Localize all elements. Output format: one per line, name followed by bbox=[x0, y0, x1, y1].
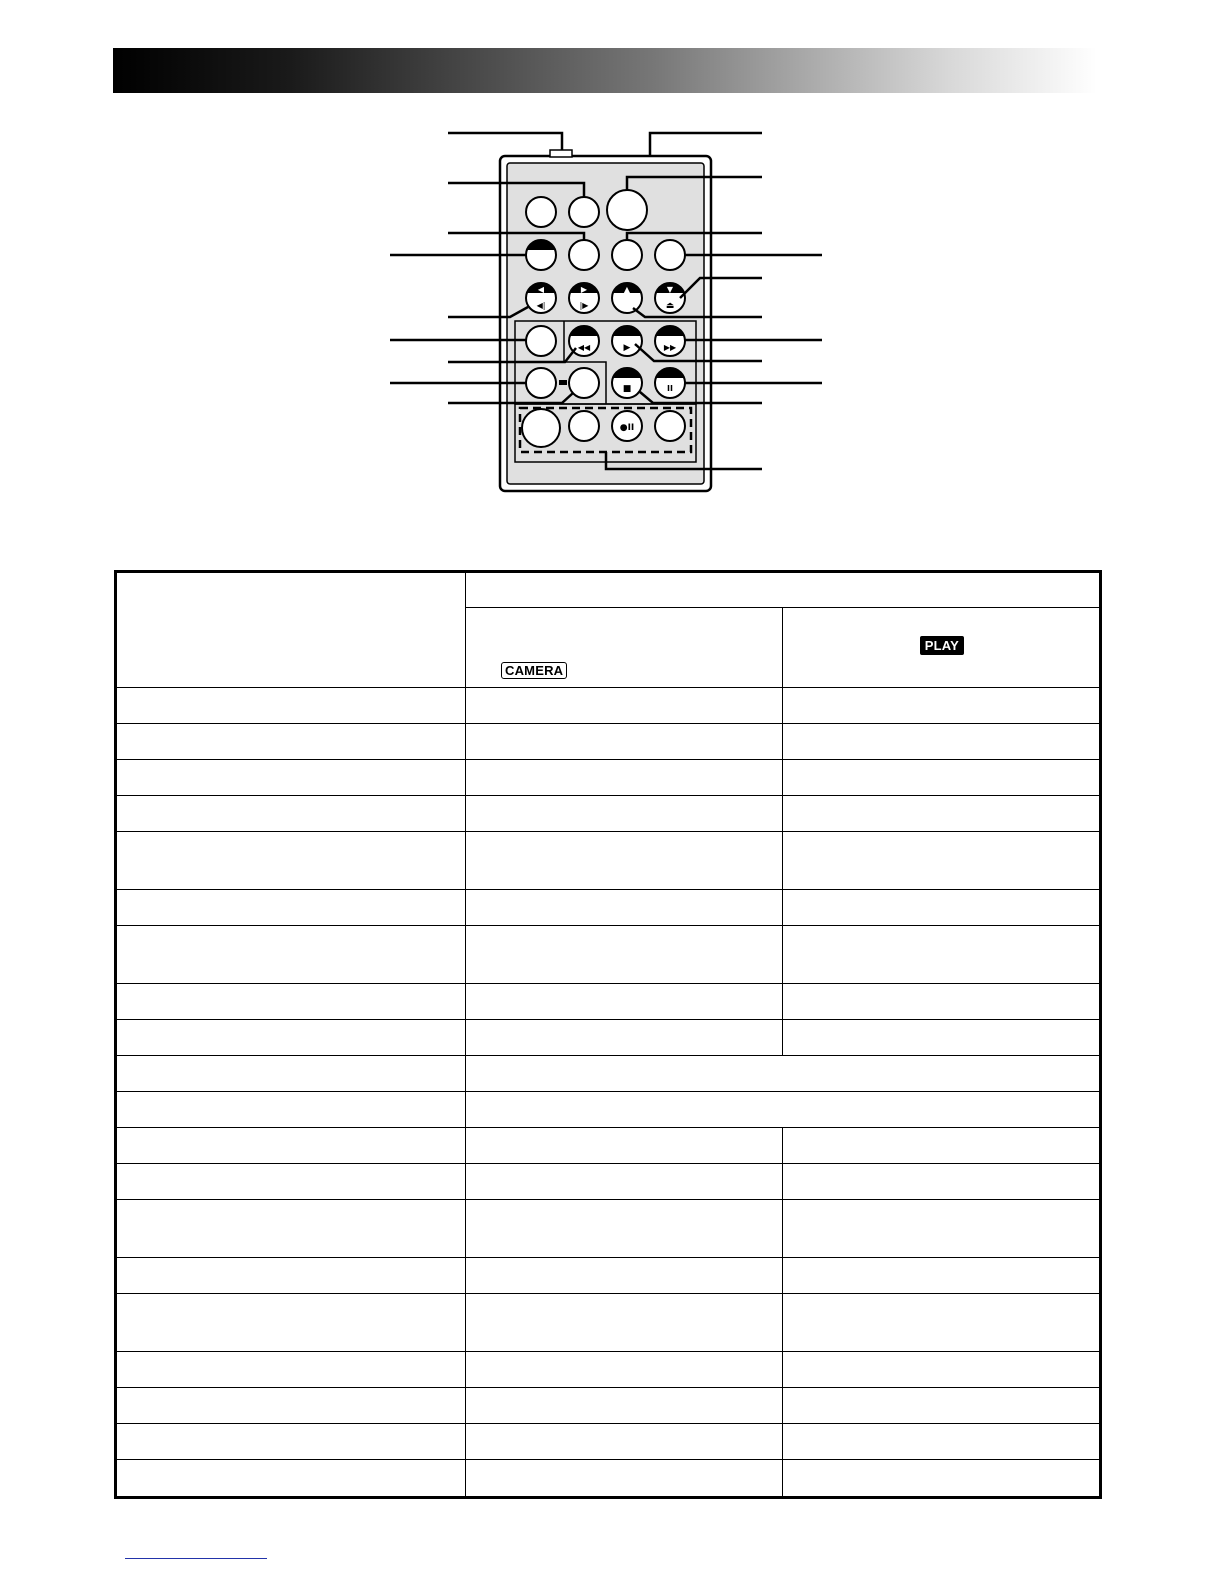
table-cell-camera bbox=[466, 1164, 783, 1200]
table-cell-camera bbox=[466, 1200, 783, 1258]
table-cell-button bbox=[116, 1092, 466, 1128]
table-row bbox=[116, 1020, 1101, 1056]
camera-mode-header bbox=[466, 608, 783, 688]
table-row bbox=[116, 796, 1101, 832]
table-cell-camera bbox=[466, 688, 783, 724]
table-cell-play bbox=[783, 1200, 1101, 1258]
table-cell-button bbox=[116, 1128, 466, 1164]
table-cell-button bbox=[116, 760, 466, 796]
table-row bbox=[116, 724, 1101, 760]
remote-control-diagram bbox=[0, 0, 1224, 560]
slow-rewind-icon: ◀| bbox=[536, 301, 546, 310]
table-row bbox=[116, 890, 1101, 926]
slow-forward-icon: |▶ bbox=[579, 301, 589, 310]
table-cell-play bbox=[783, 1424, 1101, 1460]
table-cell-camera bbox=[466, 1460, 783, 1498]
table-cell-play bbox=[783, 1258, 1101, 1294]
function-reference-table bbox=[114, 570, 1102, 1499]
remote-button-r6-4 bbox=[655, 411, 685, 441]
remote-button-r2-4 bbox=[655, 240, 685, 270]
table-cell-button bbox=[116, 890, 466, 926]
table-row bbox=[116, 1460, 1101, 1498]
table-cell-camera bbox=[466, 1424, 783, 1460]
table-cell-play bbox=[783, 984, 1101, 1020]
table-header-row bbox=[116, 572, 1101, 608]
table-row bbox=[116, 1352, 1101, 1388]
table-cell-play bbox=[783, 796, 1101, 832]
table-row bbox=[116, 1200, 1101, 1258]
table-row bbox=[116, 832, 1101, 890]
table-cell-button bbox=[116, 926, 466, 984]
right-arrow-icon: ▶ bbox=[580, 285, 588, 294]
table-row bbox=[116, 760, 1101, 796]
table-cell-play bbox=[783, 688, 1101, 724]
stop-icon: ■ bbox=[622, 384, 632, 394]
table-row bbox=[116, 1258, 1101, 1294]
table-cell-button bbox=[116, 1258, 466, 1294]
table-cell-camera bbox=[466, 1388, 783, 1424]
remote-ir-window bbox=[550, 150, 572, 157]
table-cell-button bbox=[116, 1020, 466, 1056]
table-cell-play bbox=[783, 1388, 1101, 1424]
table-row bbox=[116, 1388, 1101, 1424]
table-cell-camera bbox=[466, 760, 783, 796]
left-arrow-icon: ◀ bbox=[537, 285, 545, 294]
table-cell-camera bbox=[466, 1258, 783, 1294]
table-cell-button bbox=[116, 832, 466, 890]
table-cell-camera bbox=[466, 1352, 783, 1388]
table-cell-button bbox=[116, 1424, 466, 1460]
table-cell-button bbox=[116, 1460, 466, 1498]
fast-forward-icon: ▶▶ bbox=[663, 343, 677, 352]
remote-button-large-r1-3 bbox=[607, 190, 647, 230]
table-cell-button bbox=[116, 724, 466, 760]
table-cell-play bbox=[783, 1128, 1101, 1164]
table-cell-play bbox=[783, 1164, 1101, 1200]
table-cell-merged bbox=[466, 1092, 1101, 1128]
table-cell-camera bbox=[466, 926, 783, 984]
remote-button-r4-1 bbox=[526, 326, 556, 356]
table-row bbox=[116, 926, 1101, 984]
play-mode-header bbox=[783, 608, 1101, 688]
table-cell-play bbox=[783, 1020, 1101, 1056]
play-mode-label: PLAY bbox=[920, 636, 964, 655]
remote-button-r6-2 bbox=[569, 411, 599, 441]
camera-mode-label: CAMERA bbox=[501, 662, 567, 679]
table-cell-button bbox=[116, 1164, 466, 1200]
table-cell-button bbox=[116, 688, 466, 724]
remote-button-r5-1 bbox=[526, 368, 556, 398]
table-cell-camera bbox=[466, 1128, 783, 1164]
table-row bbox=[116, 1056, 1101, 1092]
table-cell-button bbox=[116, 1200, 466, 1258]
table-cell-camera bbox=[466, 796, 783, 832]
rewind-icon: ◀◀ bbox=[577, 343, 591, 352]
table-row bbox=[116, 984, 1101, 1020]
table-cell-play bbox=[783, 724, 1101, 760]
table-cell-camera bbox=[466, 832, 783, 890]
footer-link-underline[interactable] bbox=[125, 1558, 267, 1559]
remote-button-r2-2 bbox=[569, 240, 599, 270]
table-cell-play bbox=[783, 832, 1101, 890]
remote-button-r1-1 bbox=[526, 197, 556, 227]
table-cell-button bbox=[116, 1294, 466, 1352]
table-header-function-cell bbox=[466, 572, 1101, 608]
table-cell-camera bbox=[466, 984, 783, 1020]
record-pause-icon: ●II bbox=[619, 423, 635, 433]
table-row bbox=[116, 1092, 1101, 1128]
table-cell-play bbox=[783, 1352, 1101, 1388]
table-cell-button bbox=[116, 796, 466, 832]
table-header-button-cell bbox=[116, 572, 466, 688]
table-cell-play bbox=[783, 1294, 1101, 1352]
table-cell-button bbox=[116, 1388, 466, 1424]
table-row bbox=[116, 1128, 1101, 1164]
table-cell-button bbox=[116, 1056, 466, 1092]
eject-icon: ⏏ bbox=[665, 301, 675, 311]
table-cell-play bbox=[783, 760, 1101, 796]
minus-plus-bar bbox=[559, 380, 567, 385]
pause-icon: II bbox=[667, 384, 673, 393]
table-cell-button bbox=[116, 984, 466, 1020]
table-cell-camera bbox=[466, 1294, 783, 1352]
table-row bbox=[116, 688, 1101, 724]
table-cell-button bbox=[116, 1352, 466, 1388]
table-row bbox=[116, 1294, 1101, 1352]
remote-button-r5-2 bbox=[569, 368, 599, 398]
remote-button-r1-2 bbox=[569, 197, 599, 227]
remote-button-r2-3 bbox=[612, 240, 642, 270]
table-cell-merged bbox=[466, 1056, 1101, 1092]
table-cell-play bbox=[783, 890, 1101, 926]
remote-button-large-r6-1 bbox=[522, 409, 560, 447]
table-cell-play bbox=[783, 1460, 1101, 1498]
up-arrow-icon: ▲ bbox=[623, 285, 631, 294]
table-cell-camera bbox=[466, 890, 783, 926]
table-cell-play bbox=[783, 926, 1101, 984]
play-icon: ▶ bbox=[623, 343, 631, 353]
table-row bbox=[116, 1424, 1101, 1460]
table-cell-camera bbox=[466, 1020, 783, 1056]
table-row bbox=[116, 1164, 1101, 1200]
table-cell-camera bbox=[466, 724, 783, 760]
down-arrow-icon: ▼ bbox=[666, 285, 674, 294]
